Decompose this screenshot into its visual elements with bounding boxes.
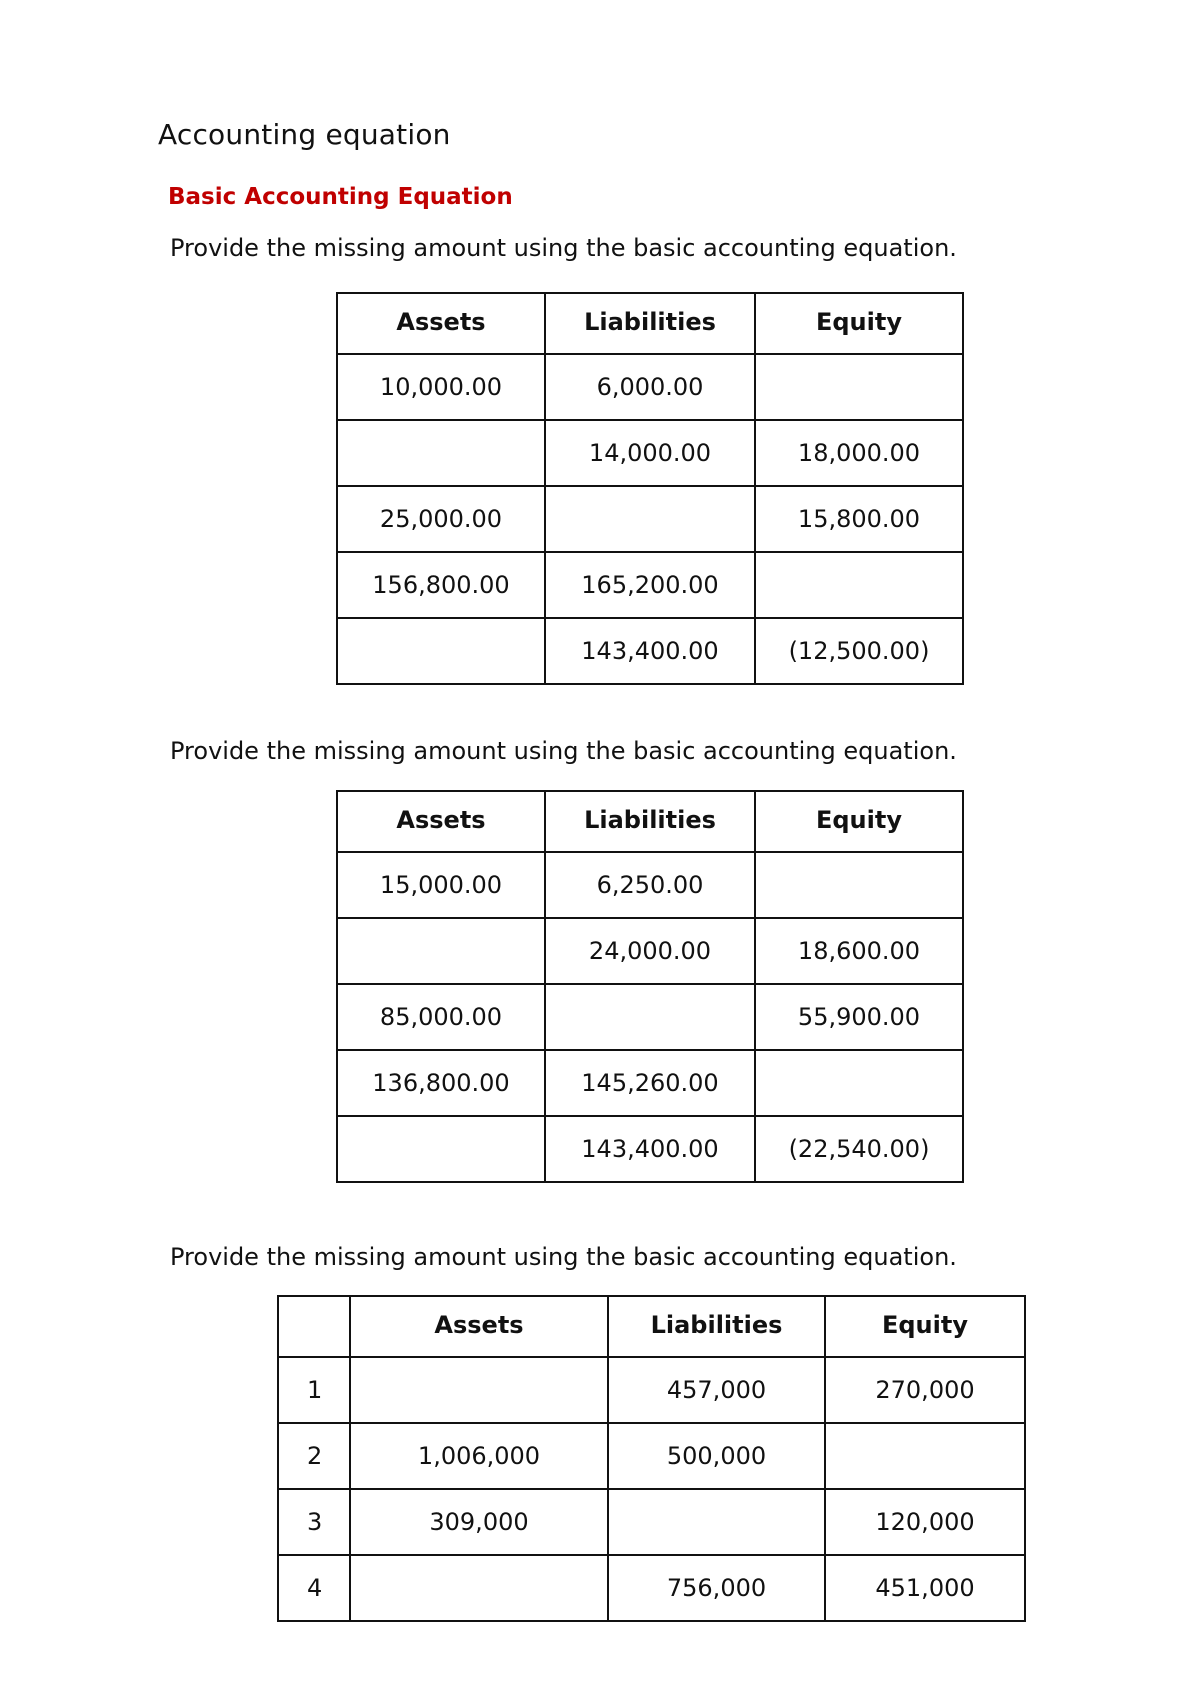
exercise-1-instruction: Provide the missing amount using the basic accounting equation. (170, 234, 957, 262)
cell-assets (337, 618, 545, 684)
cell-equity: 55,900.00 (755, 984, 963, 1050)
column-header-liabilities: Liabilities (545, 791, 755, 852)
cell-equity: 18,600.00 (755, 918, 963, 984)
cell-row-number: 3 (278, 1489, 350, 1555)
cell-equity: 15,800.00 (755, 486, 963, 552)
cell-liabilities: 6,250.00 (545, 852, 755, 918)
table-row (337, 552, 963, 618)
column-header-assets: Assets (337, 293, 545, 354)
table-header-row (278, 1296, 1025, 1357)
column-header-equity: Equity (755, 293, 963, 354)
column-header-equity: Equity (825, 1296, 1025, 1357)
cell-liabilities: 165,200.00 (545, 552, 755, 618)
table-row (337, 918, 963, 984)
cell-liabilities (545, 984, 755, 1050)
cell-liabilities (545, 486, 755, 552)
cell-assets: 136,800.00 (337, 1050, 545, 1116)
table-row (337, 1050, 963, 1116)
table-row (278, 1357, 1025, 1423)
column-header-liabilities: Liabilities (545, 293, 755, 354)
cell-liabilities: 143,400.00 (545, 1116, 755, 1182)
table-row (337, 1116, 963, 1182)
cell-equity: (22,540.00) (755, 1116, 963, 1182)
cell-liabilities: 500,000 (608, 1423, 825, 1489)
cell-equity (825, 1423, 1025, 1489)
exercise-3-instruction: Provide the missing amount using the basic accounting equation. (170, 1243, 957, 1271)
table-row (278, 1489, 1025, 1555)
cell-liabilities: 14,000.00 (545, 420, 755, 486)
cell-equity (755, 852, 963, 918)
table-row (278, 1555, 1025, 1621)
table-row (278, 1423, 1025, 1489)
table-row (337, 486, 963, 552)
table-row (337, 618, 963, 684)
cell-equity (755, 354, 963, 420)
document-title: Accounting equation (158, 118, 451, 151)
cell-row-number: 1 (278, 1357, 350, 1423)
table-row (337, 420, 963, 486)
table-row (337, 984, 963, 1050)
exercise-3-table (277, 1295, 1026, 1622)
cell-assets (337, 918, 545, 984)
cell-liabilities: 143,400.00 (545, 618, 755, 684)
column-header-number (278, 1296, 350, 1357)
table-row (337, 852, 963, 918)
cell-assets (337, 1116, 545, 1182)
cell-assets: 10,000.00 (337, 354, 545, 420)
column-header-liabilities: Liabilities (608, 1296, 825, 1357)
cell-assets: 25,000.00 (337, 486, 545, 552)
cell-assets: 309,000 (350, 1489, 608, 1555)
cell-equity: (12,500.00) (755, 618, 963, 684)
cell-liabilities: 457,000 (608, 1357, 825, 1423)
exercise-1-table (336, 292, 964, 685)
cell-equity: 451,000 (825, 1555, 1025, 1621)
cell-row-number: 4 (278, 1555, 350, 1621)
cell-equity: 18,000.00 (755, 420, 963, 486)
table-header-row (337, 293, 963, 354)
cell-liabilities (608, 1489, 825, 1555)
table-header-row (337, 791, 963, 852)
exercise-2-table (336, 790, 964, 1183)
cell-equity (755, 552, 963, 618)
cell-liabilities: 756,000 (608, 1555, 825, 1621)
column-header-assets: Assets (337, 791, 545, 852)
cell-assets (350, 1555, 608, 1621)
cell-equity: 270,000 (825, 1357, 1025, 1423)
section-heading: Basic Accounting Equation (168, 184, 513, 210)
cell-assets: 85,000.00 (337, 984, 545, 1050)
cell-liabilities: 6,000.00 (545, 354, 755, 420)
column-header-assets: Assets (350, 1296, 608, 1357)
column-header-equity: Equity (755, 791, 963, 852)
table-row (337, 354, 963, 420)
cell-equity: 120,000 (825, 1489, 1025, 1555)
cell-assets (350, 1357, 608, 1423)
cell-assets: 156,800.00 (337, 552, 545, 618)
cell-liabilities: 24,000.00 (545, 918, 755, 984)
cell-equity (755, 1050, 963, 1116)
cell-assets: 1,006,000 (350, 1423, 608, 1489)
cell-row-number: 2 (278, 1423, 350, 1489)
exercise-2-instruction: Provide the missing amount using the basic accounting equation. (170, 737, 957, 765)
cell-assets (337, 420, 545, 486)
cell-assets: 15,000.00 (337, 852, 545, 918)
cell-liabilities: 145,260.00 (545, 1050, 755, 1116)
